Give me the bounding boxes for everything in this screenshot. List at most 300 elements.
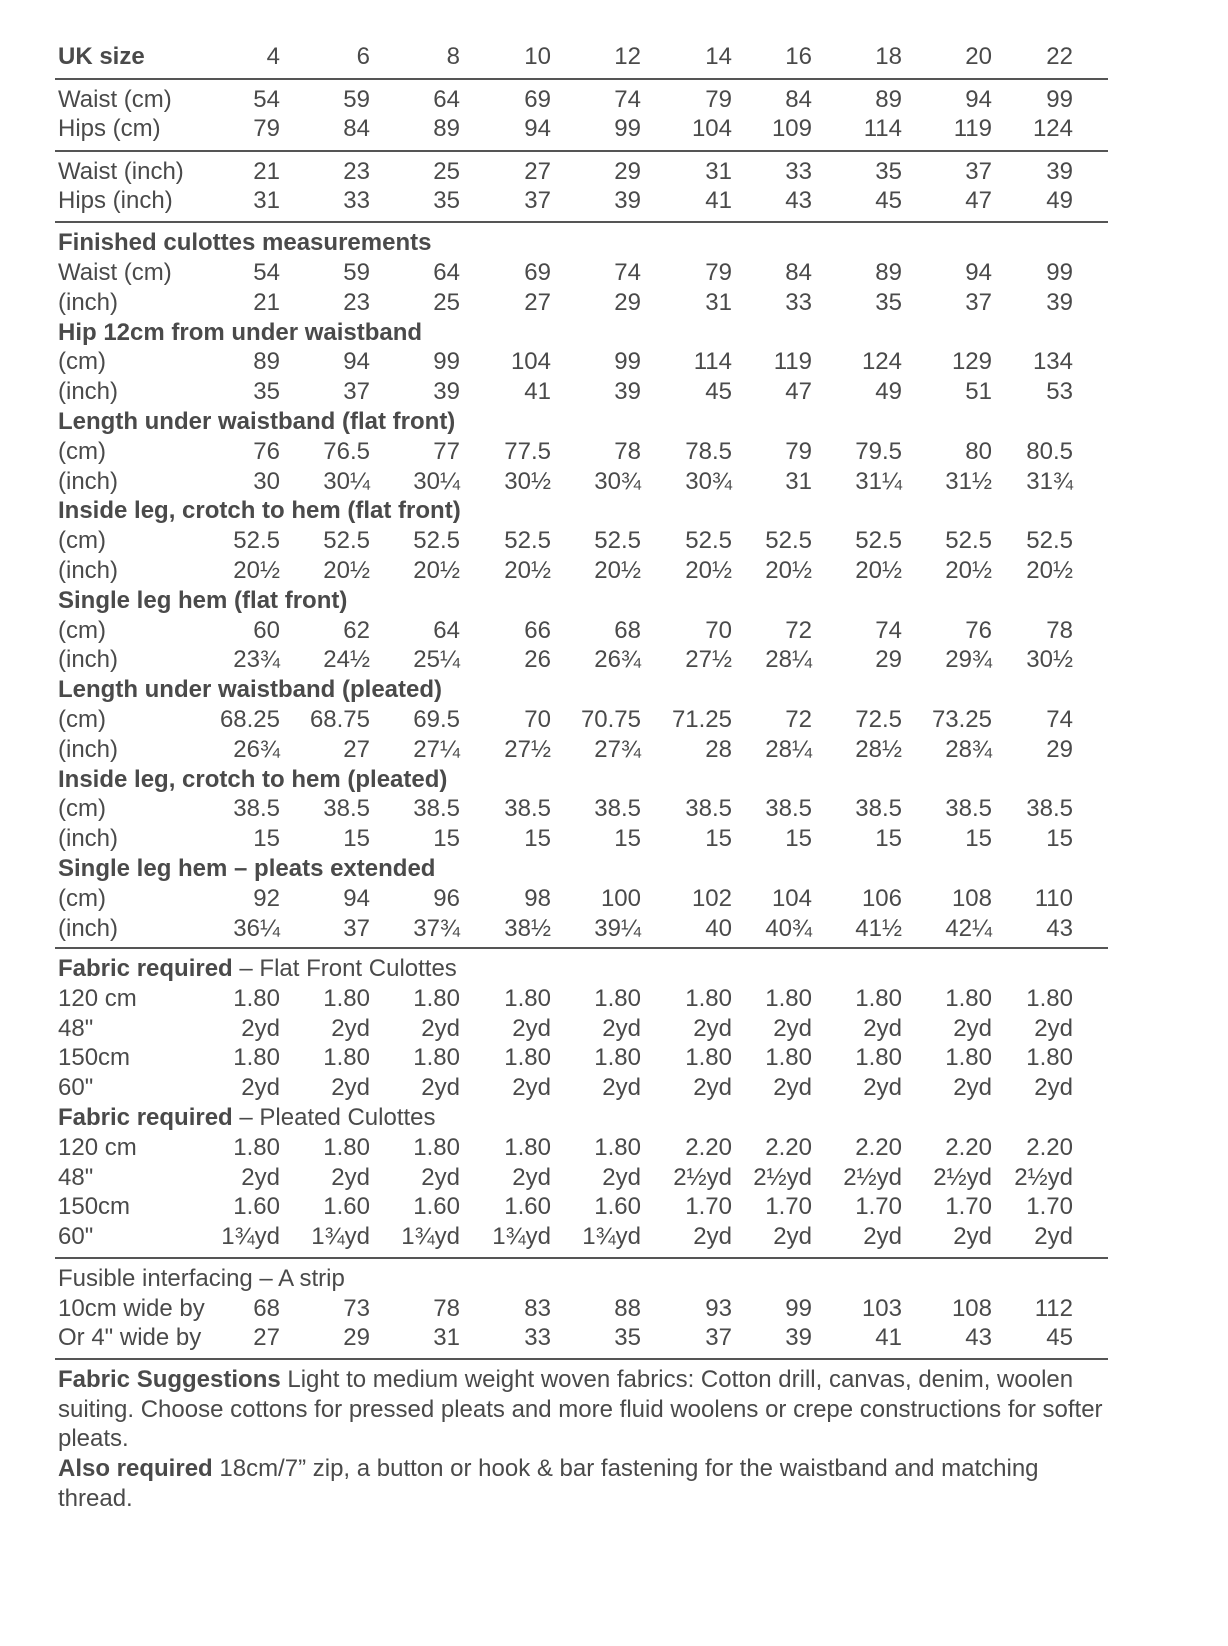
cell-size-12: 29 — [614, 289, 641, 316]
cell-size-14: 102 — [691, 885, 732, 912]
cell-size-4: 76 — [253, 438, 280, 465]
cell-size-22: 15 — [1046, 825, 1073, 852]
cell-size-4: 31 — [253, 187, 280, 214]
fabric-suggestions — [58, 1365, 1118, 1454]
row-label: (inch) — [58, 289, 119, 316]
cell-size-10: 2yd — [512, 1164, 551, 1191]
cell-size-16: 2½yd — [753, 1164, 812, 1191]
cell-size-10: 41 — [524, 378, 551, 405]
cell-size-8: 15 — [433, 825, 460, 852]
cell-size-6: 23 — [343, 289, 370, 316]
cell-size-16: 84 — [785, 259, 812, 286]
cell-size-8: 2yd — [421, 1074, 460, 1101]
cell-size-18: 45 — [875, 187, 902, 214]
cell-size-8: 2yd — [421, 1164, 460, 1191]
fabric-suggestions-label: Fabric Suggestions — [58, 1366, 281, 1393]
cell-size-16: 20½ — [765, 557, 812, 584]
cell-size-18: 38.5 — [855, 795, 902, 822]
measurement-row — [58, 258, 1108, 288]
cell-size-10: 83 — [524, 1295, 551, 1322]
cell-size-6: 76.5 — [323, 438, 370, 465]
cell-size-14: 2yd — [693, 1015, 732, 1042]
size-20: 20 — [965, 43, 992, 70]
cell-size-16: 1.80 — [765, 1044, 812, 1071]
cell-size-22: 20½ — [1026, 557, 1073, 584]
cell-size-22: 2yd — [1034, 1223, 1073, 1250]
cell-size-12: 52.5 — [594, 527, 641, 554]
cell-size-16: 79 — [785, 438, 812, 465]
section-title-finished: Finished culottes measurements — [58, 229, 432, 256]
cell-size-16: 33 — [785, 158, 812, 185]
cell-size-8: 64 — [433, 617, 460, 644]
cell-size-14: 20½ — [685, 557, 732, 584]
cell-size-22: 49 — [1046, 187, 1073, 214]
cell-size-16: 28¼ — [765, 646, 812, 673]
cell-size-22: 1.80 — [1026, 1044, 1073, 1071]
cell-size-14: 2.20 — [685, 1134, 732, 1161]
measurement-row — [58, 824, 1108, 854]
cell-size-10: 1¾yd — [492, 1223, 551, 1250]
cell-size-10: 33 — [524, 1324, 551, 1351]
cell-size-18: 79.5 — [855, 438, 902, 465]
cell-size-4: 54 — [253, 86, 280, 113]
cell-size-10: 37 — [524, 187, 551, 214]
cell-size-4: 20½ — [233, 557, 280, 584]
cell-size-16: 2yd — [773, 1074, 812, 1101]
cell-size-22: 29 — [1046, 736, 1073, 763]
fabric-row — [58, 984, 1108, 1014]
row-label: Hips (inch) — [58, 187, 173, 214]
measurement-row — [58, 437, 1108, 467]
size-12: 12 — [614, 43, 641, 70]
cell-size-4: 2yd — [241, 1074, 280, 1101]
cell-size-22: 110 — [1034, 885, 1073, 912]
cell-size-4: 1¾yd — [221, 1223, 280, 1250]
cell-size-8: 96 — [433, 885, 460, 912]
cell-size-18: 1.80 — [855, 1044, 902, 1071]
cell-size-12: 78 — [614, 438, 641, 465]
cell-size-12: 1.80 — [594, 1134, 641, 1161]
cell-size-6: 1.80 — [323, 1044, 370, 1071]
cell-size-18: 2½yd — [843, 1164, 902, 1191]
size-18: 18 — [875, 43, 902, 70]
cell-size-6: 84 — [343, 115, 370, 142]
cell-size-18: 72.5 — [855, 706, 902, 733]
divider — [55, 947, 1108, 949]
cell-size-22: 53 — [1046, 378, 1073, 405]
cell-size-6: 59 — [343, 259, 370, 286]
cell-size-8: 1.80 — [413, 1134, 460, 1161]
measurement-row — [58, 288, 1108, 318]
row-waist-inch — [58, 157, 1108, 187]
cell-size-4: 1.60 — [233, 1193, 280, 1220]
cell-size-16: 104 — [771, 885, 812, 912]
cell-size-10: 77.5 — [504, 438, 551, 465]
cell-size-8: 30¼ — [413, 468, 460, 495]
cell-size-6: 68.75 — [309, 706, 370, 733]
cell-size-16: 15 — [785, 825, 812, 852]
cell-size-16: 72 — [785, 617, 812, 644]
cell-size-16: 28¼ — [765, 736, 812, 763]
section-title: Hip 12cm from under waistband — [58, 318, 423, 346]
cell-size-8: 1¾yd — [401, 1223, 460, 1250]
cell-size-20: 2yd — [953, 1074, 992, 1101]
cell-size-20: 42¼ — [945, 915, 992, 942]
cell-size-22: 39 — [1046, 289, 1073, 316]
interfacing-row — [58, 1294, 1108, 1324]
cell-size-4: 89 — [253, 348, 280, 375]
size-16: 16 — [785, 43, 812, 70]
cell-size-10: 2yd — [512, 1074, 551, 1101]
fabric-row — [58, 1133, 1108, 1163]
cell-size-12: 1.80 — [594, 1044, 641, 1071]
row-label: (inch) — [58, 646, 119, 673]
cell-size-4: 54 — [253, 259, 280, 286]
cell-size-22: 99 — [1046, 86, 1073, 113]
cell-size-6: 38.5 — [323, 795, 370, 822]
cell-size-18: 29 — [875, 646, 902, 673]
section-title-fabric-flat-detail: – Flat Front Culottes — [232, 955, 457, 982]
cell-size-18: 52.5 — [855, 527, 902, 554]
cell-size-16: 119 — [773, 348, 812, 375]
cell-size-14: 79 — [705, 259, 732, 286]
header-label: UK size — [58, 43, 145, 70]
cell-size-4: 1.80 — [233, 1134, 280, 1161]
row-label: 60" — [58, 1074, 94, 1101]
cell-size-18: 74 — [875, 617, 902, 644]
cell-size-14: 40 — [705, 915, 732, 942]
cell-size-22: 112 — [1034, 1295, 1073, 1322]
cell-size-10: 38.5 — [504, 795, 551, 822]
cell-size-10: 104 — [510, 348, 551, 375]
cell-size-4: 27 — [253, 1324, 280, 1351]
cell-size-20: 129 — [951, 348, 992, 375]
row-label: (inch) — [58, 825, 119, 852]
cell-size-8: 78 — [433, 1295, 460, 1322]
row-label: Or 4" wide by — [58, 1324, 202, 1351]
cell-size-6: 2yd — [331, 1074, 370, 1101]
fabric-suggestions-text: Light to medium weight woven fabrics: Cotton drill, canvas, denim, woolen suiting. Choose cottons for pressed pleats and more fluid woolens or crepe constructions for softer pleats. — [58, 1366, 1103, 1452]
cell-size-12: 39 — [614, 187, 641, 214]
measurement-row — [58, 377, 1108, 407]
section-title: Length under waistband (flat front) — [58, 408, 456, 435]
cell-size-18: 106 — [861, 885, 902, 912]
cell-size-14: 93 — [705, 1295, 732, 1322]
cell-size-14: 2½yd — [673, 1164, 732, 1191]
cell-size-8: 25 — [433, 158, 460, 185]
cell-size-10: 52.5 — [504, 527, 551, 554]
cell-size-4: 60 — [253, 617, 280, 644]
cell-size-8: 35 — [433, 187, 460, 214]
cell-size-16: 40¾ — [765, 915, 812, 942]
row-label: (cm) — [58, 527, 106, 554]
fabric-row — [58, 1163, 1108, 1193]
cell-size-20: 28¾ — [945, 736, 992, 763]
row-label: 60" — [58, 1223, 94, 1250]
cell-size-20: 1.80 — [945, 985, 992, 1012]
cell-size-8: 64 — [433, 259, 460, 286]
cell-size-4: 2yd — [241, 1164, 280, 1191]
section-title: Inside leg, crotch to hem (pleated) — [58, 765, 448, 793]
cell-size-8: 37¾ — [413, 915, 460, 942]
cell-size-4: 26¾ — [233, 736, 280, 763]
cell-size-12: 88 — [614, 1295, 641, 1322]
cell-size-14: 27½ — [685, 646, 732, 673]
cell-size-20: 1.70 — [945, 1193, 992, 1220]
cell-size-18: 2yd — [863, 1074, 902, 1101]
cell-size-6: 37 — [343, 915, 370, 942]
cell-size-16: 1.70 — [765, 1193, 812, 1220]
row-waist-cm — [58, 85, 1108, 115]
cell-size-4: 30 — [253, 468, 280, 495]
cell-size-16: 72 — [785, 706, 812, 733]
cell-size-20: 76 — [965, 617, 992, 644]
cell-size-18: 41 — [875, 1324, 902, 1351]
cell-size-10: 15 — [524, 825, 551, 852]
cell-size-20: 52.5 — [945, 527, 992, 554]
cell-size-4: 1.80 — [233, 1044, 280, 1071]
divider — [55, 78, 1108, 80]
cell-size-20: 31½ — [945, 468, 992, 495]
row-label: (inch) — [58, 378, 119, 405]
cell-size-6: 29 — [343, 1324, 370, 1351]
cell-size-14: 38.5 — [685, 795, 732, 822]
cell-size-10: 66 — [524, 617, 551, 644]
cell-size-22: 2.20 — [1026, 1134, 1073, 1161]
cell-size-18: 35 — [875, 289, 902, 316]
divider — [55, 1358, 1108, 1360]
cell-size-22: 39 — [1046, 158, 1073, 185]
cell-size-20: 43 — [965, 1324, 992, 1351]
cell-size-6: 62 — [343, 617, 370, 644]
section-title-fabric-flat — [58, 954, 457, 984]
cell-size-8: 38.5 — [413, 795, 460, 822]
cell-size-16: 84 — [785, 86, 812, 113]
cell-size-16: 2yd — [773, 1015, 812, 1042]
divider — [55, 1257, 1108, 1259]
cell-size-16: 33 — [785, 289, 812, 316]
cell-size-12: 39 — [614, 378, 641, 405]
cell-size-12: 15 — [614, 825, 641, 852]
cell-size-12: 30¾ — [594, 468, 641, 495]
section-title: Length under waistband (pleated) — [58, 676, 443, 704]
cell-size-20: 15 — [965, 825, 992, 852]
cell-size-4: 15 — [253, 825, 280, 852]
cell-size-12: 70.75 — [580, 706, 641, 733]
cell-size-14: 37 — [705, 1324, 732, 1351]
cell-size-12: 99 — [614, 115, 641, 142]
measurement-row — [58, 735, 1108, 765]
row-label: 48" — [58, 1164, 94, 1191]
cell-size-12: 74 — [614, 259, 641, 286]
cell-size-10: 94 — [524, 115, 551, 142]
cell-size-18: 114 — [863, 115, 902, 142]
interfacing-row — [58, 1323, 1108, 1353]
row-label: (inch) — [58, 915, 119, 942]
cell-size-6: 2yd — [331, 1015, 370, 1042]
cell-size-4: 35 — [253, 378, 280, 405]
cell-size-22: 2½yd — [1014, 1164, 1073, 1191]
cell-size-4: 1.80 — [233, 985, 280, 1012]
cell-size-8: 52.5 — [413, 527, 460, 554]
row-label: 48" — [58, 1015, 94, 1042]
cell-size-18: 31¼ — [855, 468, 902, 495]
row-label: 120 cm — [58, 1134, 137, 1161]
cell-size-20: 29¾ — [945, 646, 992, 673]
cell-size-14: 52.5 — [685, 527, 732, 554]
cell-size-8: 77 — [433, 438, 460, 465]
cell-size-18: 2yd — [863, 1015, 902, 1042]
cell-size-6: 30¼ — [323, 468, 370, 495]
cell-size-8: 25¼ — [413, 646, 460, 673]
measurement-row — [58, 884, 1108, 914]
cell-size-20: 20½ — [945, 557, 992, 584]
cell-size-4: 52.5 — [233, 527, 280, 554]
cell-size-8: 64 — [433, 86, 460, 113]
cell-size-18: 41½ — [855, 915, 902, 942]
cell-size-22: 45 — [1046, 1324, 1073, 1351]
cell-size-6: 27 — [343, 736, 370, 763]
cell-size-14: 71.25 — [671, 706, 732, 733]
cell-size-14: 2yd — [693, 1074, 732, 1101]
cell-size-6: 2yd — [331, 1164, 370, 1191]
cell-size-20: 51 — [965, 378, 992, 405]
fabric-row — [58, 1014, 1108, 1044]
cell-size-12: 2yd — [602, 1164, 641, 1191]
cell-size-4: 21 — [253, 289, 280, 316]
cell-size-14: 79 — [705, 86, 732, 113]
cell-size-8: 1.80 — [413, 1044, 460, 1071]
cell-size-18: 20½ — [855, 557, 902, 584]
row-label: Hips (cm) — [58, 115, 161, 142]
size-8: 8 — [446, 43, 460, 70]
cell-size-8: 2yd — [421, 1015, 460, 1042]
cell-size-22: 2yd — [1034, 1015, 1073, 1042]
cell-size-20: 2½yd — [933, 1164, 992, 1191]
cell-size-20: 94 — [965, 86, 992, 113]
cell-size-6: 94 — [343, 885, 370, 912]
cell-size-12: 100 — [600, 885, 641, 912]
measurement-row — [58, 347, 1108, 377]
size-22: 22 — [1046, 43, 1073, 70]
cell-size-6: 15 — [343, 825, 370, 852]
cell-size-18: 35 — [875, 158, 902, 185]
cell-size-8: 39 — [433, 378, 460, 405]
cell-size-14: 78.5 — [685, 438, 732, 465]
size-14: 14 — [705, 43, 732, 70]
cell-size-12: 29 — [614, 158, 641, 185]
cell-size-20: 37 — [965, 289, 992, 316]
cell-size-12: 39¼ — [594, 915, 641, 942]
cell-size-4: 79 — [253, 115, 280, 142]
cell-size-18: 15 — [875, 825, 902, 852]
cell-size-8: 27¼ — [413, 736, 460, 763]
cell-size-12: 35 — [614, 1324, 641, 1351]
section-title-fabric-pleated-bold: Fabric required — [58, 1104, 233, 1131]
measurement-row — [58, 914, 1108, 944]
cell-size-12: 20½ — [594, 557, 641, 584]
fabric-row — [58, 1222, 1108, 1252]
cell-size-14: 1.80 — [685, 985, 732, 1012]
cell-size-6: 1.60 — [323, 1193, 370, 1220]
cell-size-22: 99 — [1046, 259, 1073, 286]
cell-size-14: 1.70 — [685, 1193, 732, 1220]
cell-size-12: 99 — [614, 348, 641, 375]
cell-size-10: 26 — [524, 646, 551, 673]
cell-size-18: 103 — [861, 1295, 902, 1322]
cell-size-4: 23¾ — [233, 646, 280, 673]
cell-size-18: 2yd — [863, 1223, 902, 1250]
cell-size-10: 1.80 — [504, 985, 551, 1012]
cell-size-12: 68 — [614, 617, 641, 644]
header-row — [58, 42, 1108, 72]
cell-size-20: 1.80 — [945, 1044, 992, 1071]
cell-size-22: 134 — [1032, 348, 1073, 375]
cell-size-6: 23 — [343, 158, 370, 185]
section-title: Inside leg, crotch to hem (flat front) — [58, 497, 461, 525]
section-title: Single leg hem (flat front) — [58, 586, 348, 614]
cell-size-8: 69.5 — [413, 706, 460, 733]
cell-size-10: 2yd — [512, 1015, 551, 1042]
cell-size-22: 80.5 — [1026, 438, 1073, 465]
cell-size-14: 30¾ — [685, 468, 732, 495]
cell-size-16: 47 — [785, 378, 812, 405]
cell-size-8: 25 — [433, 289, 460, 316]
cell-size-6: 33 — [343, 187, 370, 214]
also-required — [58, 1454, 1118, 1513]
cell-size-10: 27½ — [504, 736, 551, 763]
section-title-interfacing: Fusible interfacing – A strip — [58, 1265, 345, 1292]
cell-size-22: 1.70 — [1026, 1193, 1073, 1220]
section-title-fabric-pleated — [58, 1103, 436, 1133]
cell-size-8: 99 — [433, 348, 460, 375]
cell-size-16: 39 — [785, 1324, 812, 1351]
cell-size-12: 2yd — [602, 1074, 641, 1101]
cell-size-4: 2yd — [241, 1015, 280, 1042]
row-label: Waist (cm) — [58, 259, 172, 286]
cell-size-20: 108 — [951, 885, 992, 912]
row-label: (cm) — [58, 706, 106, 733]
row-label: Waist (inch) — [58, 158, 184, 185]
cell-size-18: 89 — [875, 86, 902, 113]
cell-size-8: 20½ — [413, 557, 460, 584]
cell-size-22: 52.5 — [1026, 527, 1073, 554]
row-label: (inch) — [58, 557, 119, 584]
cell-size-16: 52.5 — [765, 527, 812, 554]
cell-size-16: 2.20 — [765, 1134, 812, 1161]
cell-size-10: 38½ — [504, 915, 551, 942]
measurement-row — [58, 616, 1108, 646]
also-required-label: Also required — [58, 1455, 213, 1482]
row-label: 10cm wide by — [58, 1295, 205, 1322]
cell-size-10: 1.60 — [504, 1193, 551, 1220]
cell-size-18: 1.70 — [855, 1193, 902, 1220]
cell-size-6: 20½ — [323, 557, 370, 584]
cell-size-20: 2yd — [953, 1223, 992, 1250]
size-4: 4 — [266, 43, 280, 70]
section-title-fabric-flat-bold: Fabric required — [58, 955, 233, 982]
cell-size-20: 38.5 — [945, 795, 992, 822]
cell-size-22: 124 — [1032, 115, 1073, 142]
cell-size-18: 89 — [875, 259, 902, 286]
cell-size-6: 1¾yd — [311, 1223, 370, 1250]
cell-size-16: 2yd — [773, 1223, 812, 1250]
cell-size-8: 89 — [433, 115, 460, 142]
cell-size-10: 27 — [524, 289, 551, 316]
divider — [55, 150, 1108, 152]
row-label: (cm) — [58, 438, 106, 465]
cell-size-22: 43 — [1046, 915, 1073, 942]
